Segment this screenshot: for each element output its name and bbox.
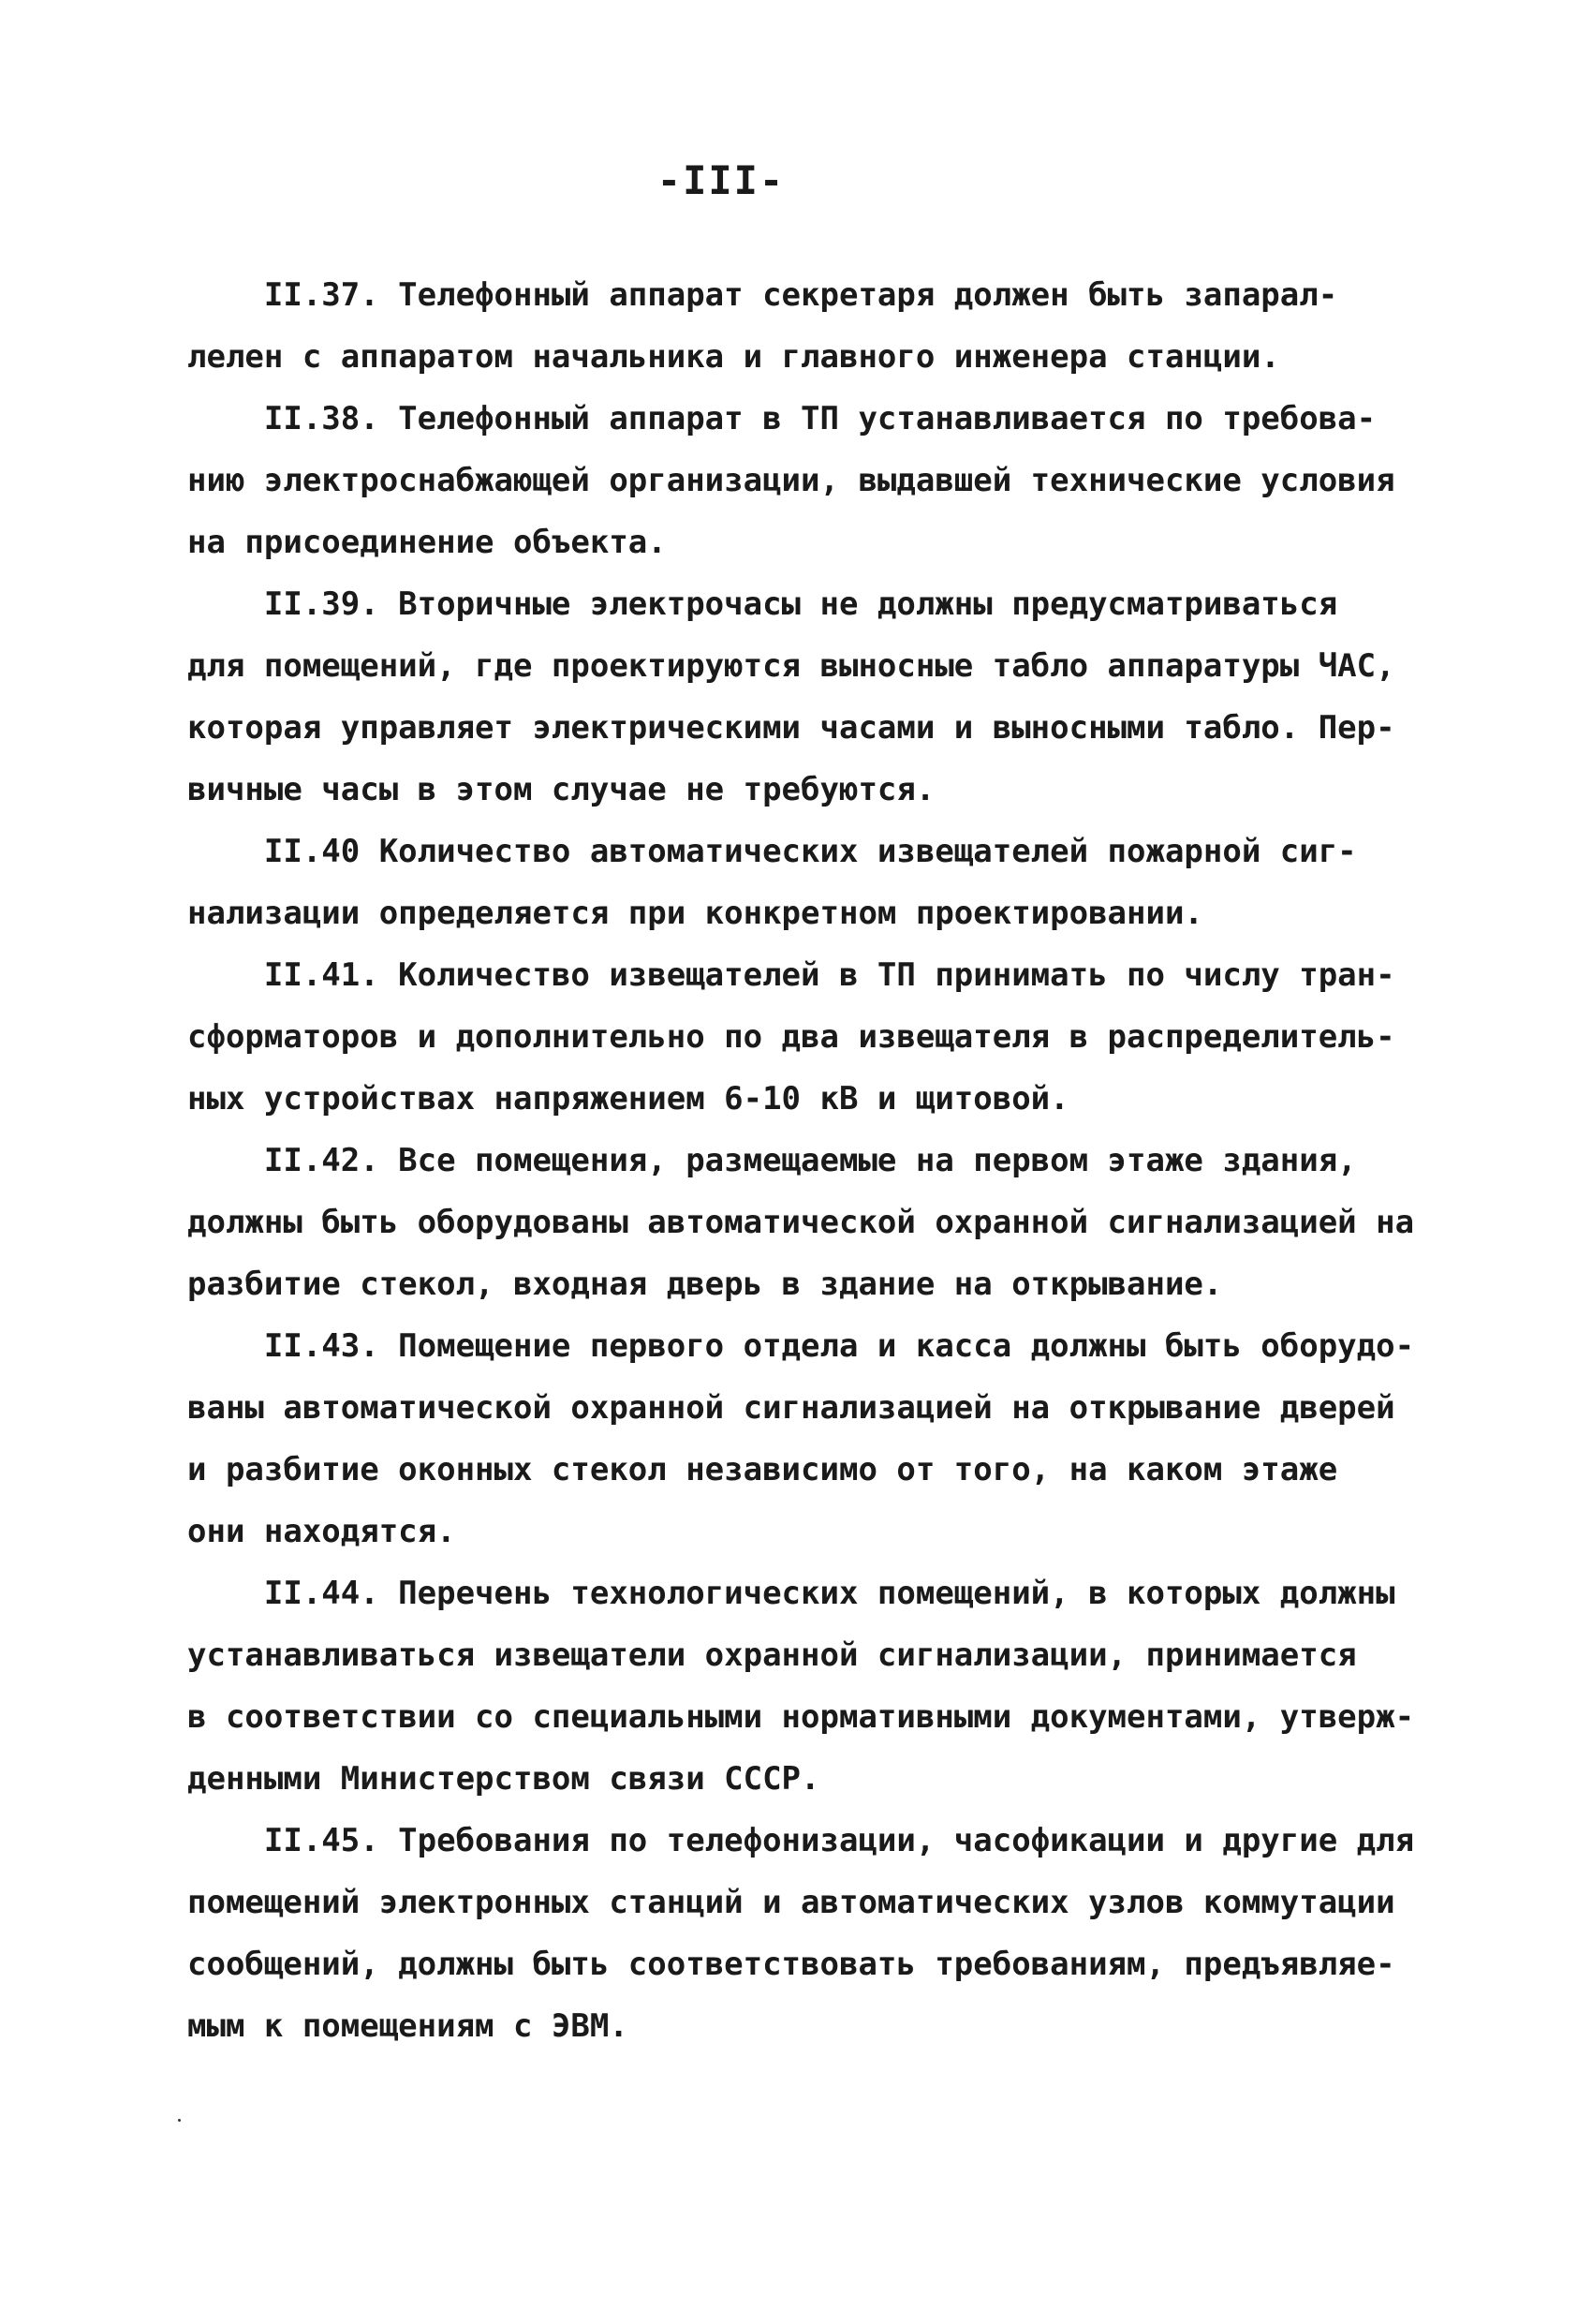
text-line: разбитие стекол, входная дверь в здание на открывание.	[187, 1266, 1223, 1303]
text-line: сформаторов и дополнительно по два извещателя в распределитель-	[187, 1018, 1395, 1056]
paragraph-11-45	[187, 1810, 1423, 2057]
text-line: устанавливаться извещатели охранной сигнализации, принимается	[187, 1636, 1357, 1674]
paragraph-11-38	[187, 388, 1423, 573]
text-line: в соответствии со специальными нормативными документами, утверж-	[187, 1698, 1415, 1736]
paragraph-11-42	[187, 1130, 1423, 1315]
document-body	[187, 264, 1423, 2057]
text-line: они находятся.	[187, 1513, 456, 1550]
text-line: нию электроснабжающей организации, выдавшей технические условия	[187, 462, 1395, 499]
page-number: -III-	[656, 157, 786, 203]
text-line: II.43. Помещение первого отдела и касса должны быть оборудо-	[187, 1327, 1415, 1365]
text-line: II.40 Количество автоматических извещателей пожарной сиг-	[187, 833, 1357, 870]
scan-speck	[178, 2119, 181, 2122]
text-line: денными Министерством связи СССР.	[187, 1760, 820, 1798]
text-line: сообщений, должны быть соответствовать требованиям, предъявляе-	[187, 1946, 1395, 1983]
text-line: для помещений, где проектируются выносные табло аппаратуры ЧАС,	[187, 647, 1395, 685]
text-line: II.38. Телефонный аппарат в ТП устанавливается по требова-	[187, 400, 1377, 437]
text-line: которая управляет электрическими часами и выносными табло. Пер-	[187, 709, 1395, 747]
text-line: помещений электронных станций и автоматических узлов коммутации	[187, 1884, 1395, 1921]
text-line: II.41. Количество извещателей в ТП принимать по числу тран-	[187, 956, 1395, 994]
text-line: мым к помещениям с ЭВМ.	[187, 2007, 628, 2045]
paragraph-11-41	[187, 944, 1423, 1130]
text-line: на присоединение объекта.	[187, 524, 667, 561]
paragraph-11-37	[187, 264, 1423, 388]
text-line: должны быть оборудованы автоматической охранной сигнализацией на	[187, 1204, 1415, 1241]
paragraph-11-39	[187, 573, 1423, 821]
text-line: II.37. Телефонный аппарат секретаря должен быть запарал-	[187, 276, 1338, 314]
text-line: лелен с аппаратом начальника и главного инженера станции.	[187, 338, 1280, 376]
text-line: нализации определяется при конкретном проектировании.	[187, 895, 1203, 932]
text-line: и разбитие оконных стекол независимо от того, на каком этаже	[187, 1451, 1338, 1488]
text-line: ваны автоматической охранной сигнализацией на открывание дверей	[187, 1389, 1395, 1427]
text-line: II.42. Все помещения, размещаемые на первом этаже здания,	[187, 1142, 1357, 1179]
text-line: вичные часы в этом случае не требуются.	[187, 771, 936, 808]
paragraph-11-44	[187, 1562, 1423, 1810]
text-line: II.45. Требования по телефонизации, часофикации и другие для	[187, 1822, 1415, 1859]
text-line: II.44. Перечень технологических помещений, в которых должны	[187, 1575, 1395, 1612]
text-line: II.39. Вторичные электрочасы не должны предусматриваться	[187, 585, 1338, 623]
paragraph-11-40	[187, 821, 1423, 944]
text-line: ных устройствах напряжением 6-10 кВ и щитовой.	[187, 1080, 1069, 1118]
paragraph-11-43	[187, 1315, 1423, 1562]
